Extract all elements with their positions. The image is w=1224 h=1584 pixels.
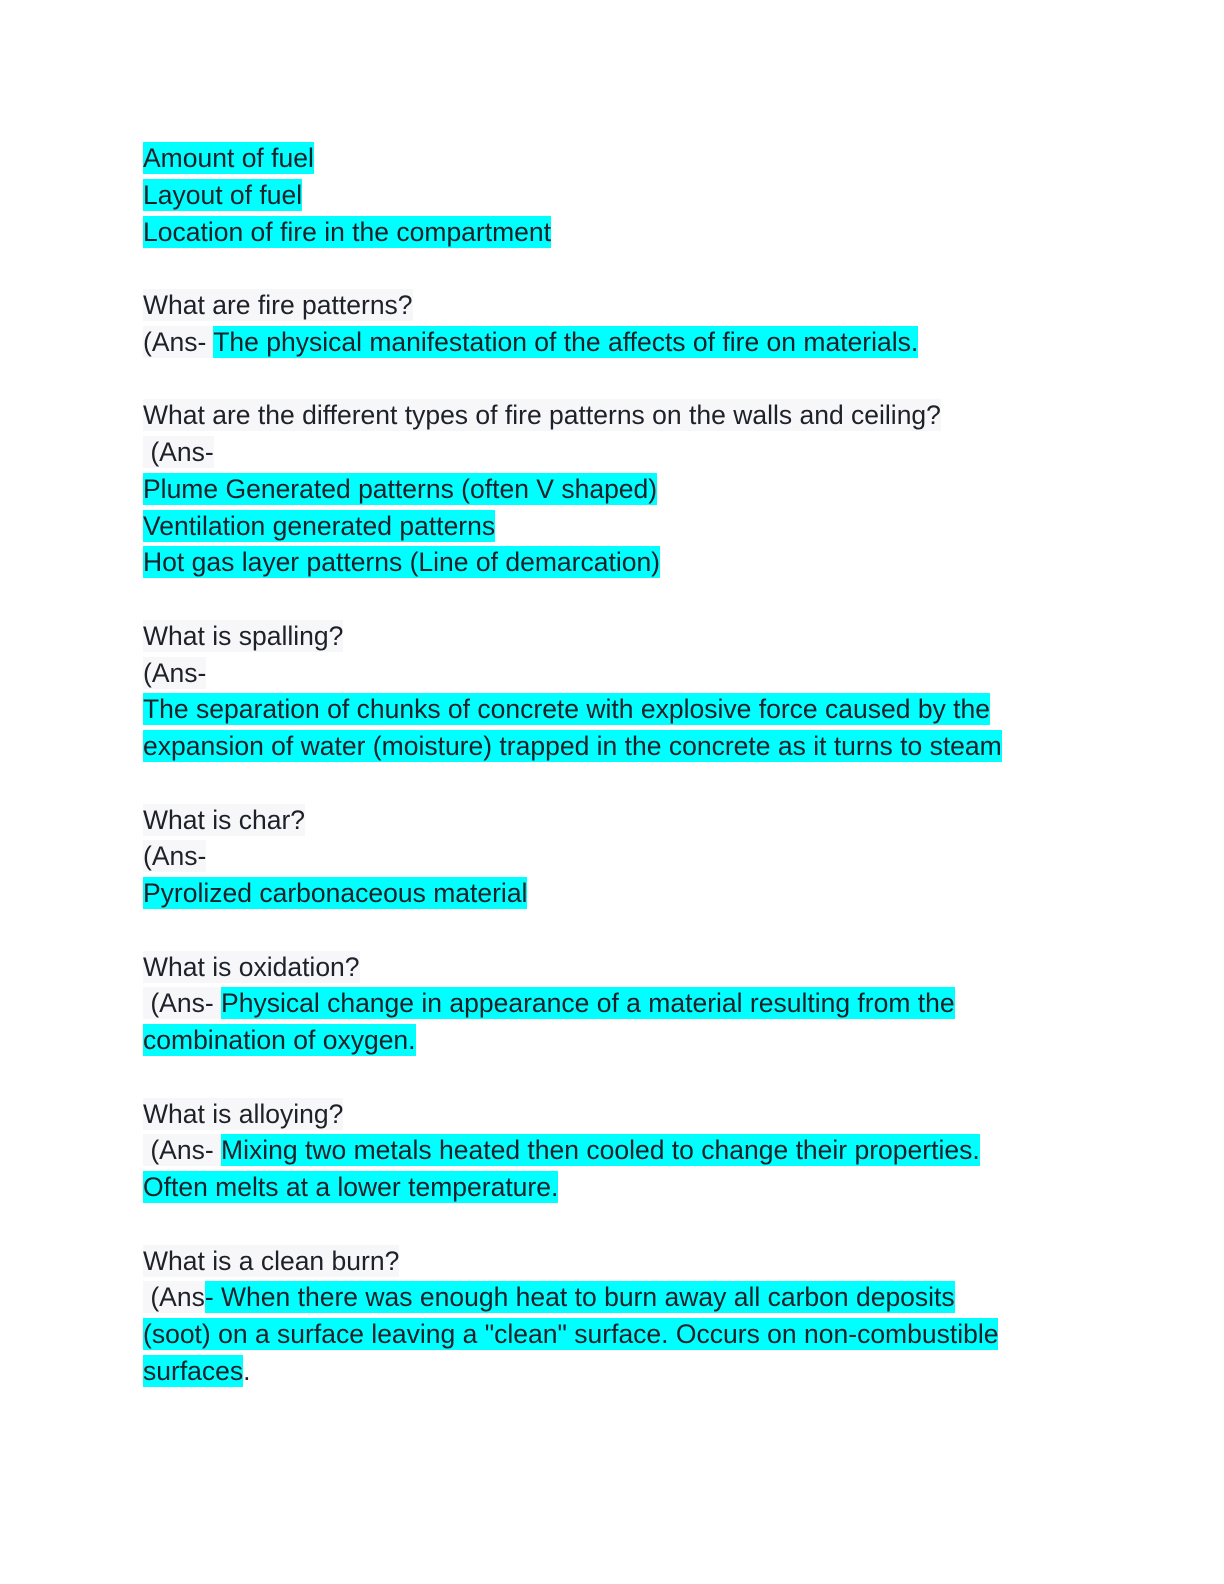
answer-prefix-line	[143, 434, 1103, 471]
list-item	[143, 177, 1103, 214]
question: What are fire patterns?	[143, 290, 413, 320]
spacer	[143, 765, 1103, 802]
highlighted-text: combination of oxygen.	[143, 1025, 416, 1055]
highlighted-text: Layout of fuel	[143, 179, 303, 210]
answer-line	[143, 728, 1103, 765]
answer-prefix: (Ans-	[143, 657, 207, 688]
highlighted-text: expansion of water (moisture) trapped in the concrete as it turns to steam	[143, 731, 1002, 761]
highlighted-text: Hot gas layer patterns (Line of demarcation)	[143, 547, 661, 578]
spacer	[143, 361, 1103, 398]
answer-line	[143, 1022, 1103, 1059]
answer-prefix: (Ans-	[143, 326, 214, 357]
answer-line	[143, 985, 1103, 1022]
highlighted-text: Plume Generated patterns (often V shaped)	[143, 473, 658, 504]
answer-prefix: (Ans-	[143, 1135, 222, 1166]
list-item	[143, 214, 1103, 251]
answer-line	[143, 691, 1103, 728]
answer-line	[143, 875, 1103, 912]
spacer	[143, 250, 1103, 287]
answer-line	[143, 471, 1103, 508]
question: What are the different types of fire patterns on the walls and ceiling?	[143, 400, 941, 431]
question: What is char?	[143, 804, 306, 835]
spacer	[143, 581, 1103, 618]
answer-line	[143, 1316, 1103, 1353]
highlighted-text: Often melts at a lower temperature.	[143, 1172, 559, 1202]
question: What is oxidation?	[143, 951, 360, 982]
highlighted-text: surfaces	[143, 1355, 244, 1386]
question: What is a clean burn?	[143, 1245, 400, 1276]
question: What is alloying?	[143, 1098, 344, 1129]
highlighted-text: Amount of fuel	[143, 143, 314, 173]
answer-suffix: .	[243, 1355, 251, 1386]
highlighted-text: Mixing two metals heated then cooled to change their properties.	[221, 1135, 980, 1166]
spacer	[143, 912, 1103, 949]
answer-prefix: (Ans	[143, 1282, 205, 1313]
document-page	[143, 140, 1103, 1390]
answer-line	[143, 1132, 1103, 1169]
highlighted-text: (soot) on a surface leaving a "clean" surface. Occurs on non-combustible	[143, 1319, 999, 1349]
answer-line	[143, 1169, 1103, 1206]
answer-prefix: (Ans-	[143, 841, 207, 872]
highlighted-text: Location of fire in the compartment	[143, 216, 552, 247]
answer-line	[143, 508, 1103, 545]
spacer	[143, 1059, 1103, 1096]
answer-line	[143, 1279, 1103, 1316]
spacer	[143, 1206, 1103, 1243]
answer-line	[143, 1353, 1103, 1390]
answer-line	[143, 324, 1103, 361]
question: What is spalling?	[143, 620, 344, 651]
answer-line	[143, 544, 1103, 581]
highlighted-text: Physical change in appearance of a material resulting from the	[221, 988, 955, 1019]
highlighted-text: Pyrolized carbonaceous material	[143, 878, 528, 908]
highlighted-text: - When there was enough heat to burn away all carbon deposits	[204, 1282, 955, 1313]
highlighted-text: The physical manifestation of the affects of fire on materials.	[213, 326, 919, 357]
answer-prefix: (Ans-	[143, 437, 214, 467]
answer-prefix: (Ans-	[143, 988, 222, 1019]
highlighted-text: The separation of chunks of concrete with explosive force caused by the	[143, 694, 991, 725]
answer-prefix-line	[143, 655, 1103, 692]
list-item	[143, 140, 1103, 177]
highlighted-text: Ventilation generated patterns	[143, 510, 496, 541]
answer-prefix-line	[143, 838, 1103, 875]
